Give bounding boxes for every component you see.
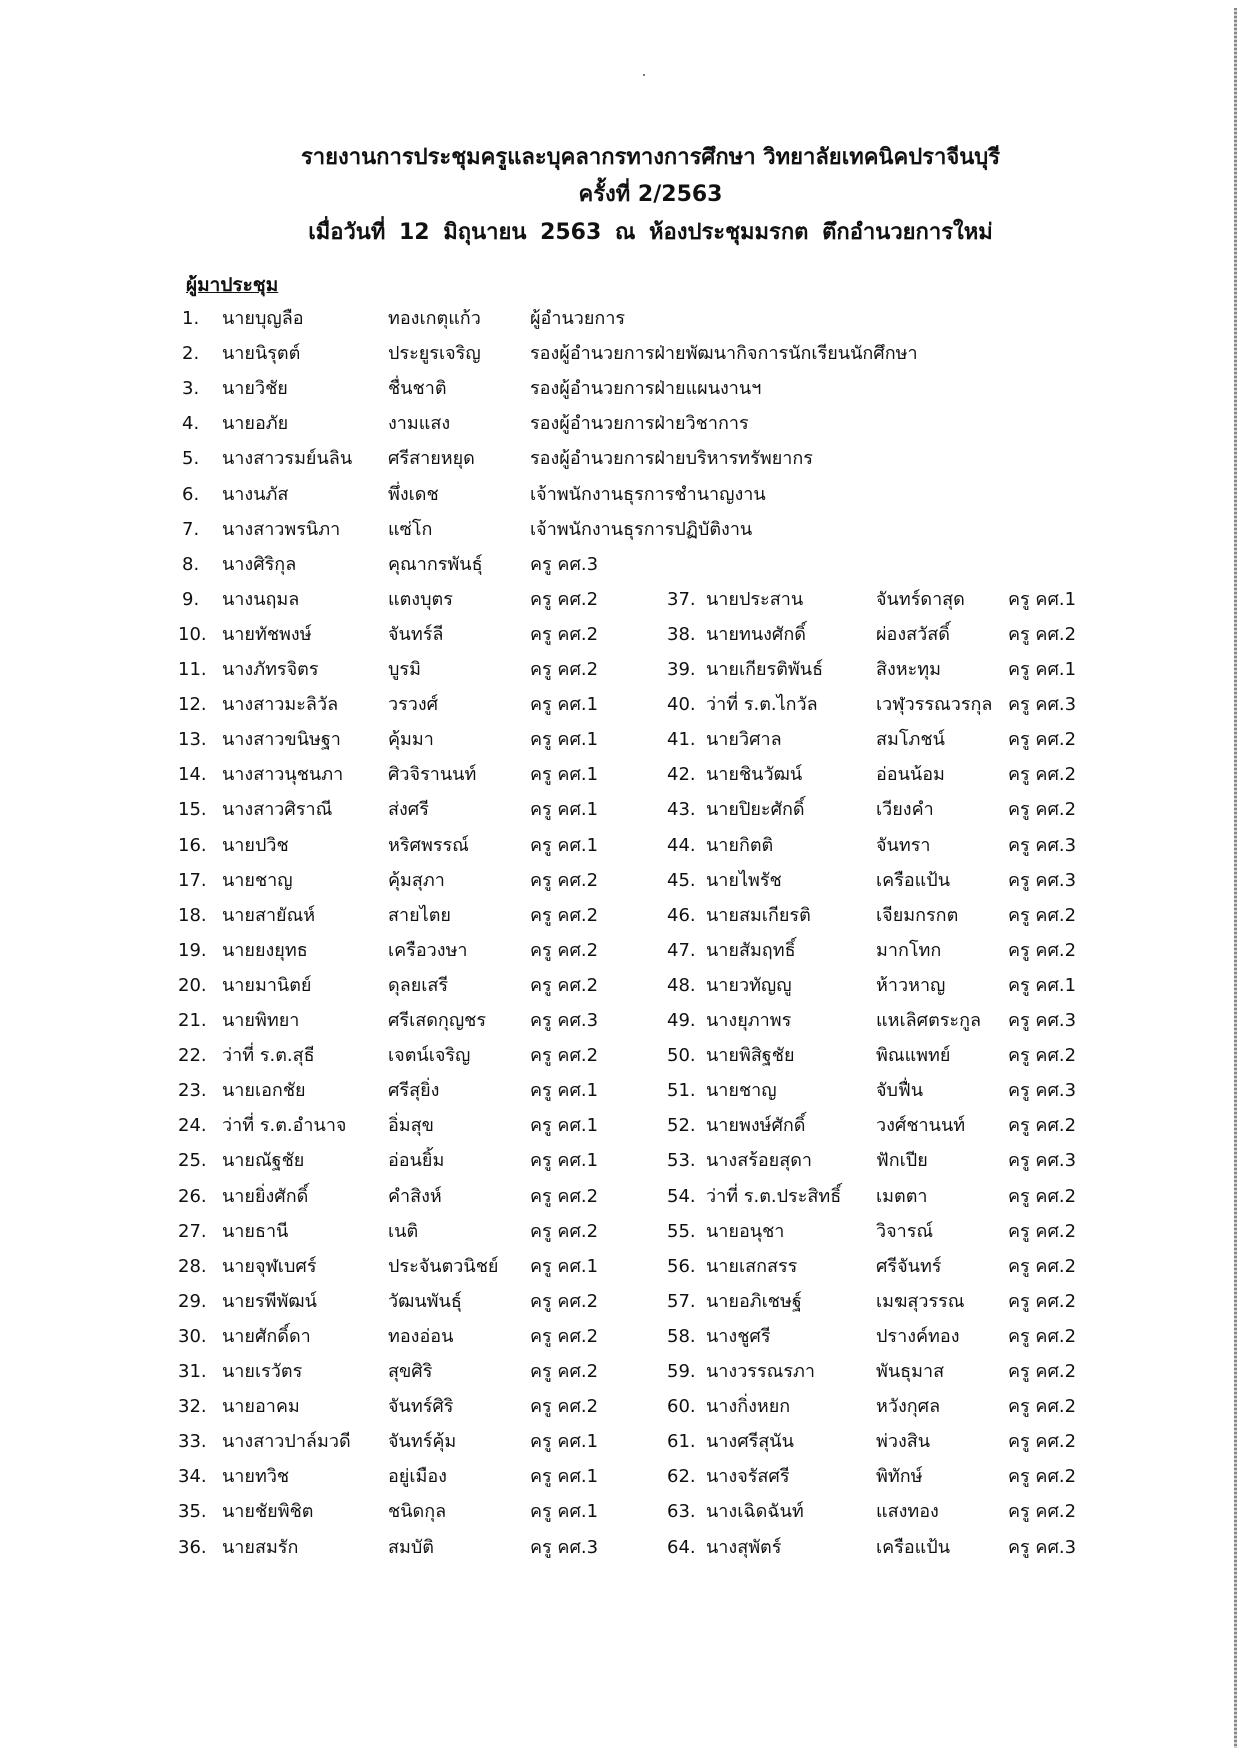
attendee-position: ครู คศ.1	[1008, 659, 1077, 680]
attendee-first-name: นายพิสิฐชัย	[706, 1045, 795, 1067]
attendee-position: ครู คศ.1	[530, 694, 599, 716]
attendee-last-name: อ่อนน้อม	[876, 764, 945, 786]
attendee-position: ครู คศ.3	[1008, 694, 1077, 716]
attendee-last-name: ศรีเสดกุญชร	[388, 1010, 487, 1031]
attendee-number: 54.	[667, 1185, 696, 1207]
attendee-position: ครู คศ.2	[1008, 1115, 1077, 1137]
attendee-position: ครู คศ.2	[1008, 1255, 1077, 1277]
attendee-position: ครู คศ.1	[1008, 588, 1077, 610]
attendee-number: 61.	[667, 1431, 696, 1453]
attendee-last-name: จันทร์ดาสุด	[876, 588, 965, 610]
attendee-number: 57.	[667, 1290, 696, 1312]
attendee-number: 51.	[667, 1080, 696, 1102]
attendee-row	[0, 865, 1230, 897]
attendee-first-name: นายยงยุทธ	[222, 939, 308, 961]
attendee-number: 64.	[667, 1536, 696, 1558]
attendee-number: 55.	[667, 1220, 696, 1242]
attendee-number: 41.	[667, 729, 696, 751]
attendee-position: รองผู้อำนวยการฝ่ายแผนงานฯ	[530, 378, 762, 400]
attendee-last-name: วงศ์ชานนท์	[876, 1115, 966, 1137]
attendee-last-name: เครือวงษา	[388, 939, 468, 961]
attendee-last-name: เนติ	[388, 1220, 419, 1242]
attendee-first-name: นายปิยะศักดิ์	[706, 799, 805, 821]
attendee-first-name: นายปวิช	[222, 834, 289, 856]
attendees-heading: ผู้มาประชุม	[186, 274, 279, 296]
attendee-number: 4.	[182, 413, 200, 435]
attendee-row	[0, 689, 1230, 721]
attendee-last-name: เมฆสุวรรณ	[876, 1290, 965, 1312]
attendee-row	[0, 303, 1230, 335]
attendee-row	[0, 584, 1230, 616]
attendee-first-name: นางสาวศิราณี	[222, 799, 333, 821]
attendee-number: 10.	[178, 623, 207, 645]
attendee-last-name: ดุลยเสรี	[388, 974, 449, 996]
attendee-row	[0, 549, 1230, 581]
attendee-first-name: นายทัชพงษ์	[222, 623, 312, 645]
attendee-position: ครู คศ.2	[1008, 799, 1077, 821]
attendee-row	[0, 1216, 1230, 1248]
attendee-position: ครู คศ.3	[530, 1536, 599, 1558]
attendee-first-name: นายอาคม	[222, 1396, 300, 1418]
attendee-number: 38.	[667, 623, 696, 645]
attendee-position: ครู คศ.2	[1008, 729, 1077, 751]
attendee-first-name: นายสมรัก	[222, 1536, 299, 1558]
attendee-number: 48.	[667, 974, 696, 996]
attendee-number: 15.	[178, 799, 207, 821]
attendee-last-name: วิจารณ์	[876, 1220, 934, 1242]
attendee-first-name: นางสาวปาล์มวดี	[222, 1431, 351, 1453]
attendee-row	[0, 1532, 1230, 1564]
attendee-position: ครู คศ.1	[530, 1150, 599, 1172]
attendee-number: 5.	[182, 448, 200, 470]
attendee-number: 49.	[667, 1010, 696, 1031]
attendee-last-name: อยู่เมือง	[388, 1466, 447, 1488]
attendee-first-name: นางชูศรี	[706, 1325, 771, 1347]
attendee-position: ครู คศ.3	[1008, 869, 1077, 891]
attendee-first-name: ว่าที่ ร.ต.ไกวัล	[706, 694, 818, 716]
attendee-position: ครู คศ.2	[1008, 904, 1077, 926]
attendee-first-name: นายไพรัช	[706, 869, 782, 891]
attendee-last-name: เครือแป้น	[876, 869, 951, 891]
attendee-number: 45.	[667, 869, 696, 891]
scan-speck	[643, 74, 645, 76]
attendee-number: 11.	[178, 659, 207, 680]
attendee-first-name: นายสมเกียรติ	[706, 904, 811, 926]
attendee-first-name: นายยิ่งศักดิ์	[222, 1185, 309, 1207]
attendee-position: ครู คศ.1	[530, 1431, 599, 1453]
attendee-number: 1.	[182, 308, 200, 329]
attendee-number: 7.	[182, 518, 200, 540]
attendee-number: 25.	[178, 1150, 207, 1172]
attendee-first-name: นายชาญ	[222, 869, 293, 891]
attendee-last-name: ส่งศรี	[388, 799, 429, 821]
attendee-position: ครู คศ.2	[1008, 1220, 1077, 1242]
attendee-number: 19.	[178, 939, 207, 961]
attendee-last-name: พิณแพทย์	[876, 1045, 951, 1067]
attendee-last-name: ชื่นชาติ	[388, 378, 447, 400]
attendee-first-name: นางภัทรจิตร	[222, 659, 319, 680]
attendee-first-name: นายสายัณห์	[222, 904, 316, 926]
attendee-first-name: นายมานิตย์	[222, 974, 312, 996]
attendee-first-name: นายพิทยา	[222, 1010, 300, 1031]
attendee-number: 8.	[182, 553, 200, 575]
attendee-number: 3.	[182, 378, 200, 400]
attendee-first-name: นางศรีสุนัน	[706, 1431, 794, 1453]
attendee-last-name: วัฒนพันธุ์	[388, 1290, 462, 1312]
attendee-position: ครู คศ.2	[530, 974, 599, 996]
attendee-position: ครู คศ.2	[1008, 1045, 1077, 1067]
attendee-number: 39.	[667, 659, 696, 680]
attendee-last-name: สมบัติ	[388, 1536, 434, 1558]
attendee-first-name: นายกิตติ	[706, 834, 774, 856]
attendee-first-name: นายจุฬเบศร์	[222, 1255, 317, 1277]
attendee-position: ครู คศ.2	[1008, 1325, 1077, 1347]
attendee-first-name: นายวิชัย	[222, 378, 288, 400]
attendee-number: 18.	[178, 904, 207, 926]
attendee-position: ครู คศ.2	[530, 1045, 599, 1067]
attendee-position: ครู คศ.2	[1008, 1466, 1077, 1488]
attendee-first-name: นายชัยพิชิต	[222, 1501, 314, 1523]
attendee-last-name: พันธุมาส	[876, 1361, 945, 1382]
attendee-last-name: คุ้มมา	[388, 729, 434, 751]
attendee-position: ครู คศ.1	[1008, 974, 1077, 996]
attendee-position: เจ้าพนักงานธุรการปฏิบัติงาน	[530, 518, 753, 540]
attendee-first-name: นายอนุชา	[706, 1220, 785, 1242]
attendee-first-name: นางสาวพรนิภา	[222, 518, 341, 540]
attendee-position: รองผู้อำนวยการฝ่ายบริหารทรัพยากร	[530, 448, 813, 470]
attendee-number: 58.	[667, 1325, 696, 1347]
attendee-position: ครู คศ.2	[530, 1361, 599, 1382]
attendee-first-name: นายนิรุตต์	[222, 343, 301, 365]
attendee-position: ครู คศ.1	[530, 1080, 599, 1102]
attendee-number: 12.	[178, 694, 207, 716]
attendee-last-name: เครือแป้น	[876, 1536, 951, 1558]
attendee-last-name: สมโภชน์	[876, 729, 945, 751]
attendee-number: 2.	[182, 343, 200, 365]
attendee-number: 23.	[178, 1080, 207, 1102]
attendee-position: ครู คศ.1	[530, 764, 599, 786]
attendee-last-name: ศรีสุยิ่ง	[388, 1080, 440, 1102]
attendee-last-name: ผ่องสวัสดิ์	[876, 623, 950, 645]
attendee-last-name: จันทร์ศิริ	[388, 1396, 454, 1418]
attendee-number: 50.	[667, 1045, 696, 1067]
attendee-first-name: นายทนงศักดิ์	[706, 623, 806, 645]
attendee-row	[0, 1110, 1230, 1142]
attendee-first-name: นายบุญลือ	[222, 308, 304, 329]
attendee-last-name: คำสิงห์	[388, 1185, 442, 1207]
attendee-position: ครู คศ.2	[1008, 1185, 1077, 1207]
attendee-number: 14.	[178, 764, 207, 786]
attendee-row	[0, 1005, 1230, 1037]
attendee-row	[0, 935, 1230, 967]
attendee-position: ครู คศ.2	[530, 869, 599, 891]
attendee-row	[0, 1251, 1230, 1283]
attendee-row	[0, 1461, 1230, 1493]
attendee-first-name: นายอภัย	[222, 413, 289, 435]
attendee-last-name: พิทักษ์	[876, 1466, 923, 1488]
attendee-row	[0, 1145, 1230, 1177]
attendee-first-name: นางจรัสศรี	[706, 1466, 790, 1488]
attendee-first-name: นายเกียรติพันธ์	[706, 659, 824, 680]
attendee-position: ครู คศ.3	[530, 553, 599, 575]
attendee-number: 29.	[178, 1290, 207, 1312]
attendee-last-name: เมตตา	[876, 1185, 928, 1207]
attendee-number: 31.	[178, 1361, 207, 1382]
attendee-last-name: เวฬุวรรณวรกุล	[876, 694, 993, 716]
attendee-last-name: ชนิดกุล	[388, 1501, 447, 1523]
attendee-number: 35.	[178, 1501, 207, 1523]
attendee-position: ครู คศ.2	[530, 1220, 599, 1242]
attendee-position: ครู คศ.3	[1008, 1010, 1077, 1031]
scan-edge-line	[1234, 8, 1237, 1748]
attendee-row	[0, 794, 1230, 826]
attendee-position: ครู คศ.3	[1008, 1080, 1077, 1102]
attendee-first-name: นายรพีพัฒน์	[222, 1290, 317, 1312]
attendee-first-name: ว่าที่ ร.ต.ประสิทธิ์	[706, 1185, 842, 1207]
attendee-last-name: สิงหะทุม	[876, 659, 942, 680]
attendee-last-name: เจียมกรกต	[876, 904, 959, 926]
attendee-last-name: ศรีจันทร์	[876, 1255, 942, 1277]
attendee-last-name: อ่อนยิ้ม	[388, 1150, 445, 1172]
attendee-row	[0, 1391, 1230, 1423]
attendee-first-name: นางวรรณรภา	[706, 1361, 815, 1382]
attendee-last-name: จันทร์คุ้ม	[388, 1431, 457, 1453]
attendee-first-name: ว่าที่ ร.ต.สุธี	[222, 1045, 315, 1067]
attendee-position: ครู คศ.2	[1008, 1501, 1077, 1523]
attendee-first-name: นางยุภาพร	[706, 1010, 792, 1031]
attendee-last-name: ฟักเปีย	[876, 1150, 928, 1172]
attendee-row	[0, 1181, 1230, 1213]
attendee-row	[0, 408, 1230, 440]
attendee-number: 62.	[667, 1466, 696, 1488]
attendee-last-name: ทองอ่อน	[388, 1325, 454, 1347]
attendee-number: 21.	[178, 1010, 207, 1031]
attendee-last-name: สายไตย	[388, 904, 451, 926]
attendee-first-name: นายชาญ	[706, 1080, 777, 1102]
attendee-last-name: บูรมิ	[388, 659, 421, 680]
attendee-position: ครู คศ.2	[530, 1396, 599, 1418]
attendee-first-name: ว่าที่ ร.ต.อำนาจ	[222, 1115, 347, 1137]
attendee-position: ผู้อำนวยการ	[530, 308, 626, 329]
attendee-row	[0, 759, 1230, 791]
attendee-position: ครู คศ.1	[530, 1466, 599, 1488]
attendee-row	[0, 1426, 1230, 1458]
attendee-last-name: ประจันตวนิชย์	[388, 1255, 499, 1277]
attendee-position: ครู คศ.2	[530, 659, 599, 680]
attendee-first-name: นายวิศาล	[706, 729, 782, 751]
attendee-position: ครู คศ.2	[530, 939, 599, 961]
attendee-row	[0, 1040, 1230, 1072]
attendee-first-name: นายประสาน	[706, 588, 804, 610]
attendee-position: ครู คศ.3	[1008, 1150, 1077, 1172]
attendee-position: ครู คศ.2	[530, 1290, 599, 1312]
attendee-last-name: ประยูรเจริญ	[388, 343, 481, 365]
meeting-date-location: เมื่อวันที่ 12 มิถุนายน 2563 ณ ห้องประชุมมรกต ตึกอำนวยการใหม่	[308, 220, 993, 245]
attendee-position: ครู คศ.2	[1008, 1396, 1077, 1418]
attendee-number: 9.	[182, 588, 200, 610]
document-title: รายงานการประชุมครูและบุคลากรทางการศึกษา วิทยาลัยเทคนิคปราจีนบุรี	[300, 145, 1001, 170]
attendee-last-name: จับฟื่น	[876, 1080, 924, 1102]
attendee-first-name: นางสาวรมย์นลิน	[222, 448, 353, 470]
attendee-last-name: ศรีสายหยุด	[388, 448, 475, 470]
attendee-position: ครู คศ.1	[530, 729, 599, 751]
meeting-number: ครั้งที่ 2/2563	[578, 182, 723, 207]
attendee-first-name: นายพงษ์ศักดิ์	[706, 1115, 806, 1137]
attendee-last-name: คุ้มสุภา	[388, 869, 445, 891]
attendee-number: 47.	[667, 939, 696, 961]
attendee-row	[0, 619, 1230, 651]
attendee-first-name: นางสาวมะลิวัล	[222, 694, 339, 716]
attendee-number: 56.	[667, 1255, 696, 1277]
attendee-row	[0, 479, 1230, 511]
attendee-position: ครู คศ.2	[530, 1325, 599, 1347]
attendee-first-name: นายชินวัฒน์	[706, 764, 803, 786]
attendee-last-name: หวังกุศล	[876, 1396, 941, 1418]
attendee-number: 13.	[178, 729, 207, 751]
attendee-position: รองผู้อำนวยการฝ่ายพัฒนากิจการนักเรียนนักศึกษา	[530, 343, 918, 365]
attendee-row	[0, 1356, 1230, 1388]
attendee-number: 28.	[178, 1255, 207, 1277]
attendee-last-name: คุณากรพันธุ์	[388, 553, 483, 575]
attendee-position: ครู คศ.2	[530, 623, 599, 645]
attendee-last-name: ปรางค์ทอง	[876, 1325, 960, 1347]
attendee-number: 36.	[178, 1536, 207, 1558]
attendee-first-name: นายวทัญญู	[706, 974, 792, 996]
attendee-first-name: นายศักดิ์ดา	[222, 1325, 311, 1347]
attendee-last-name: แสงทอง	[876, 1501, 939, 1523]
attendee-row	[0, 970, 1230, 1002]
attendee-position: เจ้าพนักงานธุรการชำนาญงาน	[530, 483, 766, 505]
attendee-last-name: จันทรา	[876, 834, 931, 856]
attendee-number: 33.	[178, 1431, 207, 1453]
attendee-first-name: นายเสกสรร	[706, 1255, 798, 1277]
attendee-position: ครู คศ.1	[530, 834, 599, 856]
attendee-last-name: จันทร์ลี	[388, 623, 444, 645]
attendee-last-name: แตงบุตร	[388, 588, 453, 610]
attendee-position: ครู คศ.2	[530, 588, 599, 610]
attendee-row	[0, 654, 1230, 686]
attendee-last-name: แซ่โก	[388, 518, 433, 540]
attendee-number: 27.	[178, 1220, 207, 1242]
attendee-number: 52.	[667, 1115, 696, 1137]
attendee-first-name: นายณัฐชัย	[222, 1150, 305, 1172]
attendee-number: 32.	[178, 1396, 207, 1418]
attendee-last-name: ศิวจิรานนท์	[388, 764, 477, 786]
attendee-position: ครู คศ.3	[530, 1010, 599, 1031]
attendee-position: ครู คศ.1	[530, 1501, 599, 1523]
attendee-row	[0, 443, 1230, 475]
attendee-first-name: นางสาวนุชนภา	[222, 764, 344, 786]
attendee-first-name: นางเฉิดฉันท์	[706, 1501, 804, 1523]
attendee-number: 63.	[667, 1501, 696, 1523]
attendee-number: 60.	[667, 1396, 696, 1418]
attendee-position: ครู คศ.3	[1008, 834, 1077, 856]
attendee-number: 53.	[667, 1150, 696, 1172]
attendee-last-name: พึ่งเดช	[388, 483, 439, 505]
attendee-number: 43.	[667, 799, 696, 821]
attendee-last-name: อิ่มสุข	[388, 1115, 434, 1137]
attendee-first-name: นายเอกชัย	[222, 1080, 306, 1102]
attendee-position: ครู คศ.2	[1008, 1361, 1077, 1382]
attendee-first-name: นางนฤมล	[222, 588, 300, 610]
attendee-row	[0, 1496, 1230, 1528]
attendee-number: 16.	[178, 834, 207, 856]
attendee-number: 42.	[667, 764, 696, 786]
attendee-last-name: เจตน์เจริญ	[388, 1045, 471, 1067]
attendee-last-name: สุขศิริ	[388, 1361, 433, 1382]
attendee-row	[0, 373, 1230, 405]
attendee-position: ครู คศ.1	[530, 1115, 599, 1137]
attendee-position: ครู คศ.2	[1008, 1431, 1077, 1453]
attendee-number: 20.	[178, 974, 207, 996]
attendee-last-name: พ่วงสิน	[876, 1431, 931, 1453]
attendee-number: 26.	[178, 1185, 207, 1207]
attendee-last-name: ทองเกตุแก้ว	[388, 308, 481, 329]
attendee-number: 44.	[667, 834, 696, 856]
attendee-first-name: นายเรวัตร	[222, 1361, 303, 1382]
attendee-last-name: มากโทก	[876, 939, 942, 961]
attendee-position: ครู คศ.2	[1008, 623, 1077, 645]
attendee-last-name: งามแสง	[388, 413, 451, 435]
attendee-row	[0, 1075, 1230, 1107]
attendee-last-name: แหเลิศตระกูล	[876, 1010, 982, 1031]
attendee-number: 17.	[178, 869, 207, 891]
attendee-position: ครู คศ.1	[530, 1255, 599, 1277]
attendee-row	[0, 514, 1230, 546]
attendee-first-name: นางสุพัตร์	[706, 1536, 782, 1558]
attendee-position: ครู คศ.2	[1008, 939, 1077, 961]
attendee-number: 24.	[178, 1115, 207, 1137]
attendee-row	[0, 1286, 1230, 1318]
attendee-number: 30.	[178, 1325, 207, 1347]
attendee-first-name: นายสัมฤทธิ์	[706, 939, 796, 961]
attendee-number: 6.	[182, 483, 200, 505]
attendee-position: ครู คศ.2	[530, 1185, 599, 1207]
attendee-number: 34.	[178, 1466, 207, 1488]
attendee-number: 40.	[667, 694, 696, 716]
attendee-position: ครู คศ.3	[1008, 1536, 1077, 1558]
attendee-first-name: นายอภิเชษฐ์	[706, 1290, 802, 1312]
attendee-position: รองผู้อำนวยการฝ่ายวิชาการ	[530, 413, 749, 435]
attendee-first-name: นางสาวขนิษฐา	[222, 729, 341, 751]
attendee-position: ครู คศ.1	[530, 799, 599, 821]
attendee-last-name: ห้าวหาญ	[876, 974, 946, 996]
attendee-position: ครู คศ.2	[1008, 764, 1077, 786]
attendee-last-name: เวียงคำ	[876, 799, 934, 821]
attendee-row	[0, 900, 1230, 932]
attendee-number: 59.	[667, 1361, 696, 1382]
attendee-number: 37.	[667, 588, 696, 610]
attendee-row	[0, 830, 1230, 862]
attendee-last-name: วรวงศ์	[388, 694, 439, 716]
attendee-first-name: นางศิริกุล	[222, 553, 297, 575]
attendee-row	[0, 338, 1230, 370]
attendee-first-name: นายทวิช	[222, 1466, 290, 1488]
attendee-position: ครู คศ.2	[1008, 1290, 1077, 1312]
attendee-number: 22.	[178, 1045, 207, 1067]
attendee-row	[0, 724, 1230, 756]
attendee-position: ครู คศ.2	[530, 904, 599, 926]
attendee-number: 46.	[667, 904, 696, 926]
attendee-first-name: นางสร้อยสุดา	[706, 1150, 812, 1172]
attendee-first-name: นายธานี	[222, 1220, 289, 1242]
attendee-first-name: นางกิ่งหยก	[706, 1396, 791, 1418]
attendee-row	[0, 1321, 1230, 1353]
attendee-last-name: หริศพรรณ์	[388, 834, 469, 856]
attendee-first-name: นางนภัส	[222, 483, 289, 505]
